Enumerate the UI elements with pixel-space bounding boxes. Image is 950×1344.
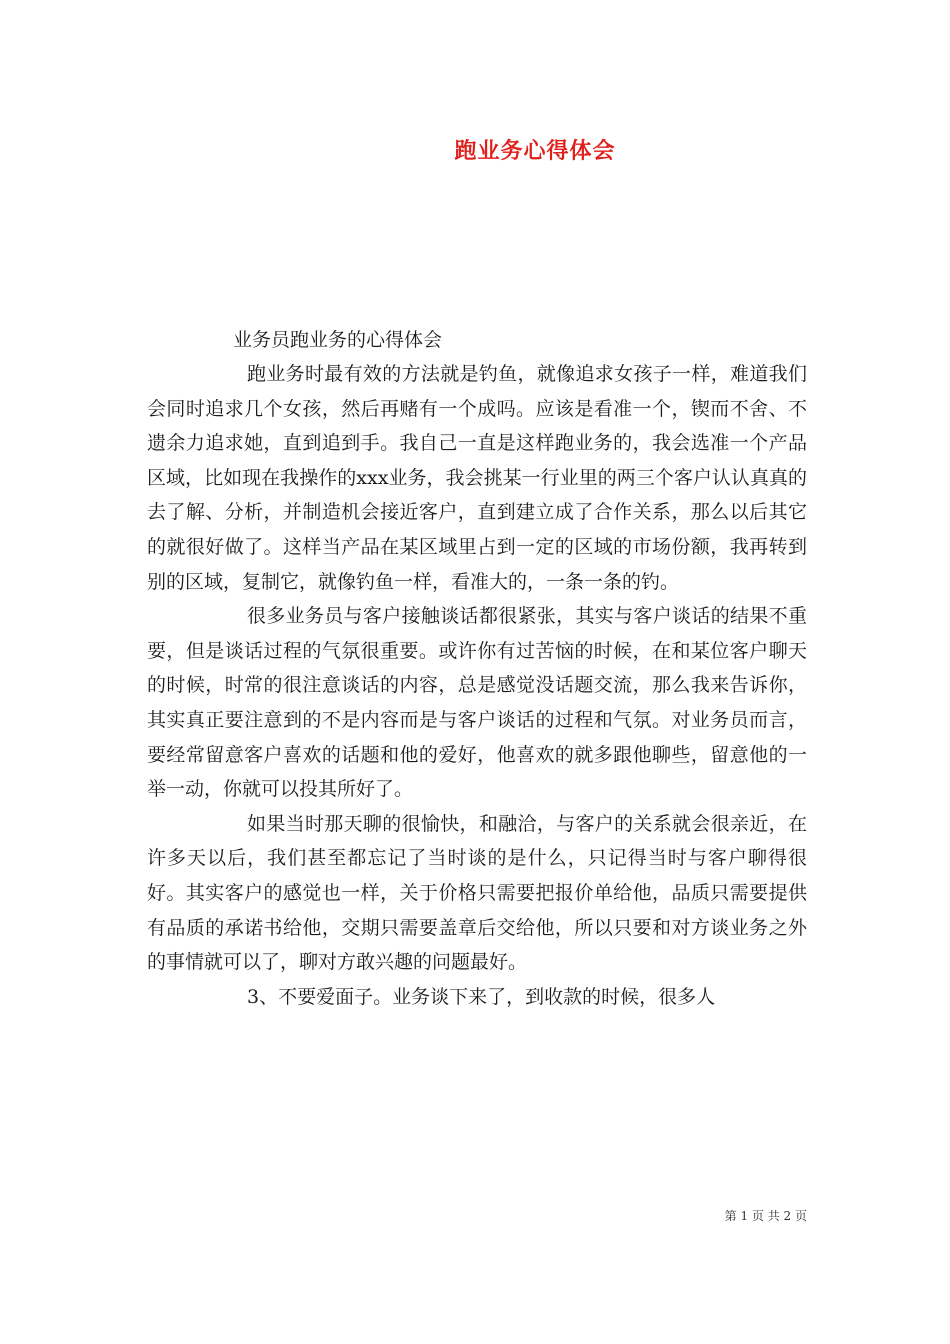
document-title: 跑业务心得体会: [454, 138, 616, 164]
paragraph-2: 很多业务员与客户接触谈话都很紧张，其实与客户谈话的结果不重要，但是谈话过程的气氛很重要。或许你有过苦恼的时候，在和某位客户聊天的时候，时常的很注意谈话的内容，总是感觉没话题交流，那么我来告诉你，其实真正要注意到的不是内容而是与客户谈话的过程和气氛。对业务员而言，要经常留意客户喜欢的话题和他的爱好，他喜欢的就多跟他聊些，留意他的一举一动，你就可以投其所好了。: [147, 605, 807, 801]
page-number-footer: 第 1 页 共 2 页: [724, 1209, 807, 1223]
document-subtitle: 业务员跑业务的心得体会: [233, 329, 443, 351]
paragraph-4: 3、不要爱面子。业务谈下来了，到收款的时候，很多人: [247, 985, 716, 1008]
document-body: [147, 357, 807, 1014]
paragraph-3: 如果当时那天聊的很愉快，和融洽，与客户的关系就会很亲近，在许多天以后，我们甚至都忘记了当时谈的是什么，只记得当时与客户聊得很好。其实客户的感觉也一样，关于价格只需要把报价单给他，品质只需要提供有品质的承诺书给他，交期只需要盖章后交给他，所以只要和对方谈业务之外的事情就可以了，聊对方敢兴趣的问题最好。: [147, 812, 807, 974]
paragraph-1: 跑业务时最有效的方法就是钓鱼，就像追求女孩子一样，难道我们会同时追求几个女孩，然后再赌有一个成吗。应该是看准一个，锲而不舍、不遗余力追求她，直到追到手。我自己一直是这样跑业务的，我会选准一个产品区域，比如现在我操作的xxx业务，我会挑某一行业里的两三个客户认认真真的去了解、分析，并制造机会接近客户，直到建立成了合作关系，那么以后其它的就很好做了。这样当产品在某区域里占到一定的区域的市场份额，我再转到别的区域，复制它，就像钓鱼一样，看准大的，一条一条的钓。: [147, 363, 807, 593]
